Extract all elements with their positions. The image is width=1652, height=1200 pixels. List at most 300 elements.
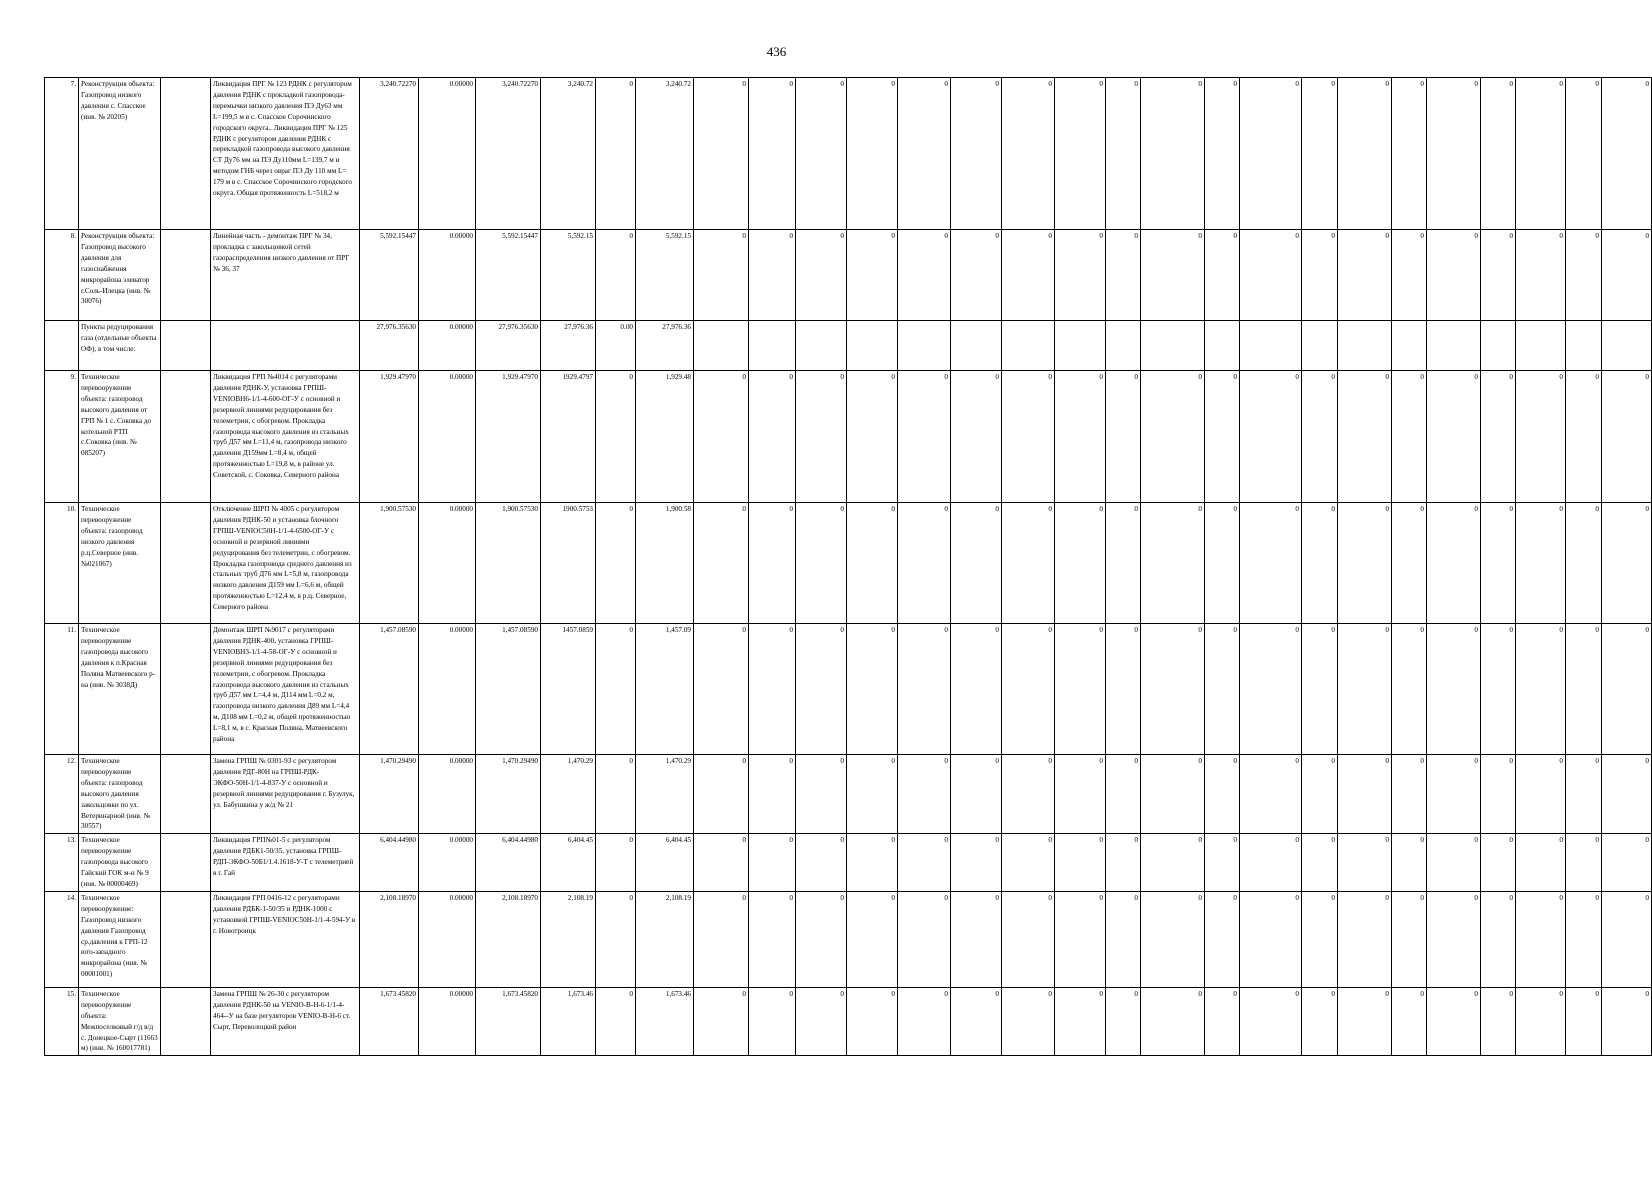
value-3: 1,673.45820: [476, 987, 541, 1055]
value-2: 0.00000: [419, 321, 476, 371]
zero-value-cell: 0: [1602, 755, 1652, 834]
value-total: 6,404.44980: [360, 834, 419, 892]
value-6: 1,673.46: [636, 987, 694, 1055]
zero-value-cell: 0: [1516, 78, 1566, 230]
zero-value-cell: 0: [1566, 987, 1602, 1055]
zero-value-cell: 0: [1602, 371, 1652, 503]
zero-value-cell: 0: [951, 834, 1002, 892]
zero-value-cell: 0: [847, 987, 898, 1055]
zero-value-cell: 0: [1392, 371, 1427, 503]
object-name: Техническое перевооружение объекта: Межпоселковый г/д в/д с. Донецкое-Сырт (11663 м) (инв. № 160017781): [79, 987, 161, 1055]
value-total: 5,592.15447: [360, 230, 419, 321]
zero-value-cell: 0: [1427, 834, 1481, 892]
zero-value-cell: 0: [951, 624, 1002, 755]
value-5: 0: [596, 230, 636, 321]
zero-value-cell: 0: [1002, 78, 1055, 230]
zero-value-cell: 0: [1240, 891, 1302, 987]
value-2: 0.00000: [419, 987, 476, 1055]
table-row: [45, 78, 1652, 230]
zero-value-cell: 0: [749, 503, 796, 624]
value-6: 1,457.09: [636, 624, 694, 755]
value-5: 0: [596, 78, 636, 230]
value-3: 1,900.57530: [476, 503, 541, 624]
zero-value-cell: 0: [898, 503, 951, 624]
zero-value-cell: [796, 321, 847, 371]
zero-value-cell: 0: [1516, 891, 1566, 987]
value-6: 1,900.58: [636, 503, 694, 624]
zero-value-cell: 0: [1516, 230, 1566, 321]
zero-value-cell: 0: [1566, 503, 1602, 624]
zero-value-cell: 0: [1427, 987, 1481, 1055]
work-description: Демонтаж ШРП №9017 с регуляторами давления РДНК-400, установка ГРПШ-VENIOBH3-1/1-4-58-ОГ-У с основной и резервной линиями редуцирования без телеметрии, с обогревом. Прокладка газопровода высокого давления из стальных труб Д57 мм L=4,4 м, Д114 мм L=0,2 м, газопровода низкого давления Д89 мм L=4,4 м, Д108 мм L=0,2 м, общей протяженностью L=8,1 м, в с. Красная Поляна, Матвеевского района: [211, 624, 360, 755]
zero-value-cell: 0: [1205, 834, 1240, 892]
zero-value-cell: 0: [1566, 78, 1602, 230]
value-total: 1,457.08590: [360, 624, 419, 755]
table-row: [45, 503, 1652, 624]
zero-value-cell: 0: [1427, 503, 1481, 624]
zero-value-cell: [898, 321, 951, 371]
zero-value-cell: 0: [1481, 503, 1516, 624]
zero-value-cell: 0: [1566, 891, 1602, 987]
zero-value-cell: 0: [898, 624, 951, 755]
zero-value-cell: 0: [847, 624, 898, 755]
zero-value-cell: 0: [1481, 834, 1516, 892]
zero-value-cell: 0: [1516, 755, 1566, 834]
object-name: Техническое перевооружение газопровода высокого давления к п.Красная Поляна Матвеевского р-на (инв. № 3038Д): [79, 624, 161, 755]
zero-value-cell: 0: [951, 987, 1002, 1055]
empty-cell: [161, 755, 211, 834]
zero-value-cell: 0: [1205, 371, 1240, 503]
zero-value-cell: 0: [694, 834, 749, 892]
zero-value-cell: 0: [796, 371, 847, 503]
row-number: 13.: [45, 834, 79, 892]
zero-value-cell: 0: [1141, 891, 1205, 987]
zero-value-cell: 0: [1338, 503, 1392, 624]
value-6: 27,976.36: [636, 321, 694, 371]
value-5: 0: [596, 834, 636, 892]
value-6: 6,404.45: [636, 834, 694, 892]
value-3: 3,240.72270: [476, 78, 541, 230]
zero-value-cell: 0: [1566, 834, 1602, 892]
zero-value-cell: [1055, 321, 1106, 371]
object-name: Техническое перевооружение: Газопровод низкого давления Газопровод ср.давления к ГРП-12 юго-западного микрорайона (инв. № 00001001): [79, 891, 161, 987]
zero-value-cell: 0: [1302, 371, 1338, 503]
zero-value-cell: 0: [1427, 624, 1481, 755]
zero-value-cell: 0: [1427, 891, 1481, 987]
zero-value-cell: 0: [1338, 755, 1392, 834]
value-5: 0: [596, 624, 636, 755]
work-description: Ликвидация ГРП 0416-12 с регуляторами давления РДБК-1-50/35 и РДНК-1000 с установкой ГРПШ-VENIOC50H-1/1-4-594-У в г. Новотроицк: [211, 891, 360, 987]
zero-value-cell: 0: [694, 230, 749, 321]
zero-value-cell: [1392, 321, 1427, 371]
value-6: 1,929.48: [636, 371, 694, 503]
zero-value-cell: 0: [1240, 78, 1302, 230]
zero-value-cell: 0: [1141, 624, 1205, 755]
row-number: 8.: [45, 230, 79, 321]
zero-value-cell: [694, 321, 749, 371]
value-4: 1,470.29: [541, 755, 596, 834]
zero-value-cell: 0: [1602, 834, 1652, 892]
zero-value-cell: 0: [951, 230, 1002, 321]
value-4: 1457.0859: [541, 624, 596, 755]
zero-value-cell: 0: [749, 755, 796, 834]
zero-value-cell: [1516, 321, 1566, 371]
zero-value-cell: 0: [1338, 834, 1392, 892]
zero-value-cell: 0: [1002, 624, 1055, 755]
work-description: Ликвидация ГРП №4014 с регуляторами давления РДНК-У, установка ГРПШ-VENIOBH6-1/1-4-600-ОГ-У с основной и резервной линиями редуцирования без телеметрии, с обогревом. Прокладка газопровода высокого давления из стальных труб Д57 мм L=11,4 м, газопровода низкого давления Д159мм L=8,4 м, общей протяженностью L=19,8 м, в районе ул. Советской, с. Соковка, Северного района: [211, 371, 360, 503]
value-4: 5,592.15: [541, 230, 596, 321]
zero-value-cell: 0: [1516, 503, 1566, 624]
zero-value-cell: 0: [1566, 371, 1602, 503]
zero-value-cell: 0: [898, 755, 951, 834]
zero-value-cell: [951, 321, 1002, 371]
zero-value-cell: [1338, 321, 1392, 371]
zero-value-cell: 0: [1302, 503, 1338, 624]
zero-value-cell: [847, 321, 898, 371]
zero-value-cell: 0: [1481, 230, 1516, 321]
table-row: [45, 891, 1652, 987]
zero-value-cell: 0: [749, 834, 796, 892]
zero-value-cell: 0: [1602, 891, 1652, 987]
table-row: [45, 230, 1652, 321]
value-2: 0.00000: [419, 230, 476, 321]
zero-value-cell: 0: [1602, 230, 1652, 321]
zero-value-cell: 0: [1392, 891, 1427, 987]
value-6: 1,470.29: [636, 755, 694, 834]
row-number: 14.: [45, 891, 79, 987]
zero-value-cell: 0: [796, 503, 847, 624]
zero-value-cell: 0: [1427, 755, 1481, 834]
table-row: [45, 834, 1652, 892]
value-5: 0: [596, 755, 636, 834]
zero-value-cell: 0: [1055, 503, 1106, 624]
zero-value-cell: [1302, 321, 1338, 371]
value-2: 0.00000: [419, 755, 476, 834]
zero-value-cell: 0: [1566, 755, 1602, 834]
zero-value-cell: 0: [1141, 987, 1205, 1055]
value-3: 1,470.29490: [476, 755, 541, 834]
zero-value-cell: 0: [1302, 78, 1338, 230]
zero-value-cell: 0: [1602, 987, 1652, 1055]
zero-value-cell: 0: [749, 230, 796, 321]
zero-value-cell: 0: [1392, 78, 1427, 230]
zero-value-cell: 0: [1106, 624, 1141, 755]
zero-value-cell: [1141, 321, 1205, 371]
value-3: 1,929.47970: [476, 371, 541, 503]
zero-value-cell: 0: [694, 78, 749, 230]
value-4: 1,673.46: [541, 987, 596, 1055]
zero-value-cell: 0: [1481, 624, 1516, 755]
value-4: 6,404.45: [541, 834, 596, 892]
zero-value-cell: 0: [1205, 230, 1240, 321]
zero-value-cell: 0: [796, 987, 847, 1055]
value-4: 27,976.36: [541, 321, 596, 371]
zero-value-cell: 0: [951, 755, 1002, 834]
value-total: 1,673.45820: [360, 987, 419, 1055]
zero-value-cell: 0: [1566, 230, 1602, 321]
row-number: 12.: [45, 755, 79, 834]
zero-value-cell: [1205, 321, 1240, 371]
zero-value-cell: 0: [1141, 78, 1205, 230]
value-5: 0: [596, 371, 636, 503]
zero-value-cell: 0: [1106, 834, 1141, 892]
zero-value-cell: 0: [1481, 891, 1516, 987]
zero-value-cell: 0: [1002, 834, 1055, 892]
zero-value-cell: 0: [898, 987, 951, 1055]
zero-value-cell: 0: [1240, 371, 1302, 503]
zero-value-cell: 0: [1141, 503, 1205, 624]
object-name: Пункты редуцирования газа (отдельные объекты ОФ), в том числе:: [79, 321, 161, 371]
empty-cell: [161, 891, 211, 987]
zero-value-cell: 0: [1055, 891, 1106, 987]
value-total: 1,929.47970: [360, 371, 419, 503]
value-3: 5,592.15447: [476, 230, 541, 321]
zero-value-cell: 0: [749, 891, 796, 987]
zero-value-cell: 0: [1205, 987, 1240, 1055]
zero-value-cell: 0: [1338, 987, 1392, 1055]
zero-value-cell: 0: [1302, 834, 1338, 892]
value-5: 0: [596, 891, 636, 987]
zero-value-cell: 0: [796, 834, 847, 892]
zero-value-cell: 0: [1338, 624, 1392, 755]
value-total: 1,900.57530: [360, 503, 419, 624]
page-number: 436: [766, 44, 787, 59]
value-4: 2,108.19: [541, 891, 596, 987]
zero-value-cell: 0: [1002, 230, 1055, 321]
zero-value-cell: 0: [694, 503, 749, 624]
value-2: 0.00000: [419, 503, 476, 624]
object-name: Техническое перевооружение объекта: газопровод низкого давления р.ц.Северное (инв.№021067): [79, 503, 161, 624]
value-4: 3,240.72: [541, 78, 596, 230]
zero-value-cell: 0: [1002, 891, 1055, 987]
work-description: Ликвидация ПРГ № 123 РДНК с регулятором давления РДНК с прокладкой газопровода-перемычки низкого давления ПЭ Ду63 мм L=199,5 м в с. Спасское Сорочинского городского округа.. Ликвидация ПРГ № 125 РДНК с регулятором давления РДНК с перекладкой газопровода высокого давления СТ Ду76 мм на ПЭ Ду110мм L=139,7 м и методом ГНБ через овраг ПЭ Ду 110 мм L= 179 м в с. Спасское Сорочинского городского округа. Общая протяженность L=518,2 м: [211, 78, 360, 230]
zero-value-cell: 0: [749, 371, 796, 503]
zero-value-cell: [1240, 321, 1302, 371]
zero-value-cell: [1427, 321, 1481, 371]
value-4: 1929.4797: [541, 371, 596, 503]
zero-value-cell: 0: [796, 230, 847, 321]
value-6: 5,592.15: [636, 230, 694, 321]
work-description: Замена ГРПШ № 0301-93 с регулятором давления РДГ-80Н на ГРПШ-РДК-ЭКФО-50Н-1/1-4-837-У с основной и резервной линиями редуцирования г. Бузулук, ул. Бабушкина у ж/д № 21: [211, 755, 360, 834]
zero-value-cell: 0: [1240, 755, 1302, 834]
zero-value-cell: 0: [1516, 371, 1566, 503]
value-total: 1,470.29490: [360, 755, 419, 834]
zero-value-cell: 0: [1002, 371, 1055, 503]
zero-value-cell: 0: [951, 503, 1002, 624]
empty-cell: [161, 371, 211, 503]
value-4: 1900.5753: [541, 503, 596, 624]
zero-value-cell: 0: [1338, 891, 1392, 987]
zero-value-cell: [1002, 321, 1055, 371]
object-name: Техническое перевооружение объекта: газопровод высокого давления закольцовки по ул. Ветеринарной (инв. № 30557): [79, 755, 161, 834]
value-3: 2,108.18970: [476, 891, 541, 987]
value-6: 2,108.19: [636, 891, 694, 987]
zero-value-cell: 0: [1106, 503, 1141, 624]
zero-value-cell: 0: [1481, 987, 1516, 1055]
zero-value-cell: 0: [1516, 987, 1566, 1055]
empty-cell: [161, 230, 211, 321]
empty-cell: [161, 78, 211, 230]
zero-value-cell: 0: [796, 891, 847, 987]
zero-value-cell: 0: [1427, 371, 1481, 503]
zero-value-cell: 0: [898, 371, 951, 503]
value-3: 6,404.44980: [476, 834, 541, 892]
value-total: 27,976.35630: [360, 321, 419, 371]
zero-value-cell: [1481, 321, 1516, 371]
investment-program-table: [44, 77, 1652, 1056]
zero-value-cell: 0: [1240, 834, 1302, 892]
zero-value-cell: 0: [1602, 78, 1652, 230]
zero-value-cell: 0: [1602, 624, 1652, 755]
row-number: 15.: [45, 987, 79, 1055]
value-5: 0: [596, 987, 636, 1055]
zero-value-cell: 0: [1055, 834, 1106, 892]
zero-value-cell: 0: [1055, 987, 1106, 1055]
zero-value-cell: 0: [1392, 230, 1427, 321]
zero-value-cell: 0: [1002, 987, 1055, 1055]
zero-value-cell: 0: [1481, 755, 1516, 834]
value-5: 0: [596, 503, 636, 624]
zero-value-cell: 0: [1427, 78, 1481, 230]
table-row: [45, 321, 1652, 371]
zero-value-cell: 0: [1392, 624, 1427, 755]
zero-value-cell: 0: [1516, 624, 1566, 755]
zero-value-cell: 0: [1106, 987, 1141, 1055]
table-row: [45, 987, 1652, 1055]
zero-value-cell: 0: [749, 987, 796, 1055]
value-6: 3,240.72: [636, 78, 694, 230]
empty-cell: [161, 321, 211, 371]
value-total: 2,108.18970: [360, 891, 419, 987]
zero-value-cell: 0: [1338, 78, 1392, 230]
zero-value-cell: 0: [749, 78, 796, 230]
zero-value-cell: 0: [1602, 503, 1652, 624]
zero-value-cell: 0: [847, 503, 898, 624]
zero-value-cell: 0: [898, 891, 951, 987]
zero-value-cell: 0: [1106, 891, 1141, 987]
work-description: Ликвидация ГРП№01-5 с регулятором давления РДБК1-50/35, установка ГРПШ-РДП-ЭКФО-50Б1/1.4.1618-У-Т с телеметрией в г. Гай: [211, 834, 360, 892]
zero-value-cell: 0: [1055, 755, 1106, 834]
zero-value-cell: 0: [1002, 503, 1055, 624]
work-description: Замена ГРПШ № 26-30 с регулятором давления РДНК-50 на VENIO-B-H-6-1/1-4-464--У на базе регуляторов VENIO-B-H-6 ст. Сырт, Переволоцкий район: [211, 987, 360, 1055]
zero-value-cell: 0: [898, 230, 951, 321]
zero-value-cell: 0: [1055, 371, 1106, 503]
zero-value-cell: 0: [1240, 230, 1302, 321]
zero-value-cell: 0: [1302, 987, 1338, 1055]
zero-value-cell: 0: [1427, 230, 1481, 321]
zero-value-cell: 0: [1205, 78, 1240, 230]
value-3: 27,976.35630: [476, 321, 541, 371]
row-number: 11.: [45, 624, 79, 755]
zero-value-cell: 0: [1141, 371, 1205, 503]
value-total: 3,240.72270: [360, 78, 419, 230]
zero-value-cell: 0: [847, 834, 898, 892]
zero-value-cell: 0: [1481, 371, 1516, 503]
zero-value-cell: 0: [898, 834, 951, 892]
zero-value-cell: 0: [1055, 230, 1106, 321]
value-3: 1,457.08590: [476, 624, 541, 755]
zero-value-cell: 0: [1392, 987, 1427, 1055]
zero-value-cell: 0: [1141, 230, 1205, 321]
zero-value-cell: 0: [1516, 834, 1566, 892]
zero-value-cell: [1106, 321, 1141, 371]
table-row: [45, 624, 1652, 755]
zero-value-cell: 0: [796, 624, 847, 755]
zero-value-cell: 0: [1141, 834, 1205, 892]
row-number: 7.: [45, 78, 79, 230]
zero-value-cell: 0: [1002, 755, 1055, 834]
object-name: Техническое перевооружение газопровода высокого Гайский ГОК м-н № 9 (инв. № 00000469): [79, 834, 161, 892]
table-row: [45, 755, 1652, 834]
zero-value-cell: 0: [1205, 891, 1240, 987]
empty-cell: [161, 503, 211, 624]
zero-value-cell: 0: [1392, 834, 1427, 892]
zero-value-cell: 0: [1302, 891, 1338, 987]
zero-value-cell: 0: [1205, 503, 1240, 624]
zero-value-cell: [1602, 321, 1652, 371]
zero-value-cell: 0: [847, 230, 898, 321]
value-2: 0.00000: [419, 371, 476, 503]
empty-cell: [161, 624, 211, 755]
zero-value-cell: 0: [1302, 624, 1338, 755]
zero-value-cell: 0: [1240, 503, 1302, 624]
value-2: 0.00000: [419, 834, 476, 892]
table-row: [45, 371, 1652, 503]
zero-value-cell: 0: [1141, 755, 1205, 834]
zero-value-cell: 0: [1205, 755, 1240, 834]
zero-value-cell: 0: [1392, 503, 1427, 624]
zero-value-cell: 0: [694, 371, 749, 503]
zero-value-cell: 0: [1106, 755, 1141, 834]
zero-value-cell: 0: [1055, 624, 1106, 755]
object-name: Техническое перевооружение объекта: газопровод высокого давления от ГРП № 1 с. Соковка до котельной РТП с.Соковка (инв. № 085207): [79, 371, 161, 503]
zero-value-cell: 0: [951, 371, 1002, 503]
zero-value-cell: 0: [898, 78, 951, 230]
zero-value-cell: 0: [951, 891, 1002, 987]
zero-value-cell: 0: [1481, 78, 1516, 230]
zero-value-cell: 0: [694, 987, 749, 1055]
zero-value-cell: 0: [1055, 78, 1106, 230]
value-2: 0.00000: [419, 624, 476, 755]
zero-value-cell: 0: [1240, 987, 1302, 1055]
zero-value-cell: 0: [1240, 624, 1302, 755]
zero-value-cell: 0: [951, 78, 1002, 230]
object-name: Реконструкция объекта: Газопровод низкого давления с. Спасское (инв. № 20205): [79, 78, 161, 230]
zero-value-cell: 0: [796, 78, 847, 230]
row-number: 9.: [45, 371, 79, 503]
work-description: Отключение ШРП № 4005 с регулятором давления РДНК-50 и установка блочного ГРПШ-VENIOC50H-1/1-4-6500-ОГ-У с основной и резервной линиями редуцирования без телеметрии, с обогревом. Прокладка газопровода среднего давления из стальных труб Д76 мм L=5,8 м, газопровода низкого давления Д159 мм L=6,6 м, общей протяженностью L=12,4 м, в р.ц. Северное, Северного района: [211, 503, 360, 624]
zero-value-cell: 0: [1566, 624, 1602, 755]
value-2: 0.00000: [419, 891, 476, 987]
zero-value-cell: 0: [847, 371, 898, 503]
empty-cell: [161, 987, 211, 1055]
zero-value-cell: 0: [1106, 371, 1141, 503]
zero-value-cell: 0: [1392, 755, 1427, 834]
zero-value-cell: 0: [1302, 230, 1338, 321]
zero-value-cell: 0: [1106, 230, 1141, 321]
zero-value-cell: 0: [1338, 230, 1392, 321]
zero-value-cell: 0: [847, 891, 898, 987]
zero-value-cell: 0: [1302, 755, 1338, 834]
object-name: Реконструкция объекта: Газопровод высокого давления для газоснабжения микрорайона элеватор г.Соль-Илецка (инв. № 30076): [79, 230, 161, 321]
zero-value-cell: [1566, 321, 1602, 371]
value-5: 0.00: [596, 321, 636, 371]
empty-cell: [161, 834, 211, 892]
row-number: 10.: [45, 503, 79, 624]
zero-value-cell: 0: [694, 624, 749, 755]
zero-value-cell: 0: [694, 891, 749, 987]
zero-value-cell: [749, 321, 796, 371]
